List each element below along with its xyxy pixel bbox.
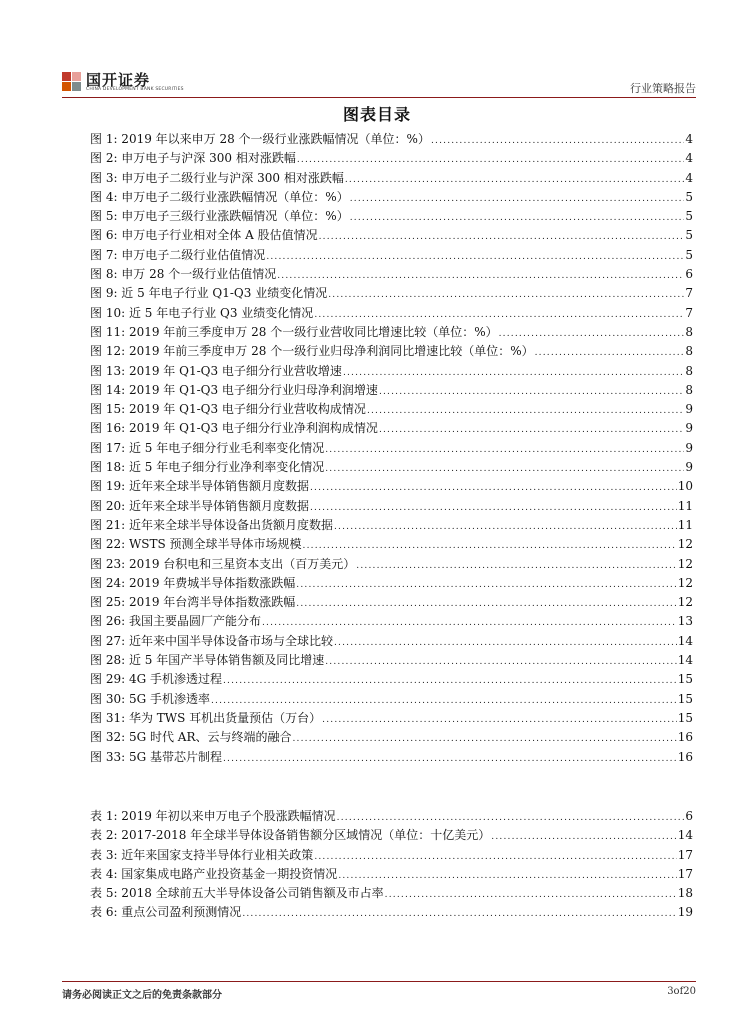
dot-leader (325, 445, 684, 455)
page-number: 3of20 (667, 986, 696, 997)
toc-entry-label: 图 18: 近 5 年电子细分行业净利率变化情况 (90, 460, 325, 475)
toc-entry-page: 16 (677, 730, 693, 745)
toc-entry-page: 14 (677, 633, 693, 648)
toc-entry-page: 9 (685, 440, 693, 455)
toc-entry-label: 图 23: 2019 台积电和三星资本支出（百万美元） (90, 556, 356, 571)
toc-entry[interactable] (90, 149, 693, 168)
toc-entry-label: 图 28: 近 5 年国产半导体销售额及同比增速 (90, 653, 325, 668)
toc-entry-label: 图 2: 申万电子与沪深 300 相对涨跌幅 (90, 151, 296, 166)
dot-leader (242, 909, 676, 919)
toc-entry-page: 14 (677, 653, 693, 668)
toc-entry-page: 5 (685, 247, 693, 262)
dot-leader (337, 813, 685, 823)
toc-entry-label: 表 5: 2018 全球前五大半导体设备公司销售额及市占率 (90, 886, 384, 901)
toc-entry-label: 图 5: 申万电子三级行业涨跌幅情况（单位：%） (90, 209, 349, 224)
toc-entry-page: 15 (677, 672, 693, 687)
toc-entry[interactable] (90, 458, 693, 477)
dot-leader (314, 310, 684, 320)
figure-list (90, 130, 693, 767)
toc-entry-page: 12 (677, 575, 693, 590)
toc-entry-label: 表 2: 2017-2018 年全球半导体设备销售额分区域情况（单位：十亿美元） (90, 828, 491, 843)
toc-entry[interactable] (90, 903, 693, 922)
toc-entry-label: 图 3: 申万电子二级行业与沪深 300 相对涨跌幅 (90, 170, 344, 185)
toc-entry[interactable] (90, 419, 693, 438)
dot-leader (535, 348, 685, 358)
dot-leader (367, 406, 684, 416)
toc-entry[interactable] (90, 477, 693, 496)
toc-entry[interactable] (90, 632, 693, 651)
toc-entry-label: 图 8: 申万 28 个一级行业估值情况 (90, 267, 277, 282)
dot-leader (334, 638, 677, 648)
page-header (62, 66, 696, 96)
toc-entry[interactable] (90, 265, 693, 284)
dot-leader (356, 561, 676, 571)
toc-entry-page: 9 (685, 421, 693, 436)
dot-leader (211, 696, 677, 706)
toc-entry-label: 图 13: 2019 年 Q1-Q3 电子细分行业营收增速 (90, 363, 342, 378)
toc-entry-label: 图 20: 近年来全球半导体销售额月度数据 (90, 498, 309, 513)
toc-entry[interactable] (90, 555, 693, 574)
toc-entry[interactable] (90, 535, 693, 554)
dot-leader (499, 329, 685, 339)
toc-entry-label: 图 22: WSTS 预测全球半导体市场规模 (90, 537, 302, 552)
dot-leader (277, 271, 684, 281)
toc-entry[interactable] (90, 304, 693, 323)
toc-entry[interactable] (90, 381, 693, 400)
toc-entry-page: 13 (677, 614, 693, 629)
toc-entry-label: 图 17: 近 5 年电子细分行业毛利率变化情况 (90, 440, 325, 455)
toc-entry-label: 图 26: 我国主要晶圆厂产能分布 (90, 614, 261, 629)
dot-leader (328, 290, 684, 300)
dot-leader (431, 136, 684, 146)
toc-entry-label: 表 4: 国家集成电路产业投资基金一期投资情况 (90, 866, 338, 881)
toc-entry-label: 图 7: 申万电子二级行业估值情况 (90, 247, 266, 262)
toc-entry-page: 8 (685, 344, 693, 359)
toc-entry-page: 18 (677, 886, 693, 901)
toc-entry-label: 表 1: 2019 年初以来申万电子个股涨跌幅情况 (90, 809, 336, 823)
dot-leader (350, 213, 685, 223)
toc-entry-page: 7 (685, 286, 693, 301)
toc-entry-page: 15 (677, 710, 693, 725)
dot-leader (325, 657, 677, 667)
toc-entry[interactable] (90, 709, 693, 728)
toc-entry[interactable] (90, 651, 693, 670)
toc-entry-label: 图 21: 近年来全球半导体设备出货额月度数据 (90, 517, 333, 532)
toc-entry-page: 17 (677, 866, 693, 881)
header-rule (62, 97, 696, 98)
toc-entry-label: 图 19: 近年来全球半导体销售额月度数据 (90, 479, 309, 494)
logo-subtext: CHINA DEVELOPMENT BANK SECURITIES (86, 87, 184, 92)
dot-leader (385, 890, 677, 900)
toc-entry[interactable] (90, 284, 693, 303)
dot-leader (297, 155, 685, 165)
dot-leader (343, 368, 684, 378)
dot-leader (266, 252, 684, 262)
toc-entry-page: 8 (685, 363, 693, 378)
dot-leader (322, 715, 677, 725)
toc-entry-label: 图 11: 2019 年前三季度申万 28 个一级行业营收同比增速比较（单位：%） (90, 324, 498, 339)
toc-entry-page: 5 (685, 209, 693, 224)
toc-entry-page: 8 (685, 382, 693, 397)
dot-leader (491, 832, 676, 842)
dot-leader (350, 194, 685, 204)
report-type: 行业策略报告 (630, 82, 696, 95)
toc-entry-page: 16 (677, 749, 693, 764)
toc-entry-page: 12 (677, 556, 693, 571)
toc-entry[interactable] (90, 612, 693, 631)
toc-entry-page: 4 (685, 170, 693, 185)
toc-entry-page: 7 (685, 305, 693, 320)
disclaimer: 请务必阅读正文之后的免责条款部分 (62, 990, 222, 1001)
toc-entry[interactable] (90, 323, 693, 342)
toc-entry[interactable] (90, 169, 693, 188)
toc-entry-page: 11 (677, 498, 693, 513)
toc-entry-page: 9 (685, 402, 693, 417)
dot-leader (334, 522, 677, 532)
dot-leader (379, 425, 684, 435)
toc-entry-page: 17 (677, 847, 693, 862)
toc-entry[interactable] (90, 593, 693, 612)
dot-leader (223, 676, 677, 686)
toc-entry-label: 图 29: 4G 手机渗透过程 (90, 672, 222, 687)
toc-entry[interactable] (90, 439, 693, 458)
toc-entry-label: 图 9: 近 5 年电子行业 Q1-Q3 业绩变化情况 (90, 286, 328, 301)
toc-entry[interactable] (90, 130, 693, 149)
toc-entry[interactable] (90, 207, 693, 226)
toc-entry-label: 图 10: 近 5 年电子行业 Q3 业绩变化情况 (90, 305, 314, 320)
toc-entry-label: 图 1: 2019 年以来申万 28 个一级行业涨跌幅情况（单位：%） (90, 132, 430, 146)
toc-entry-label: 图 14: 2019 年 Q1-Q3 电子细分行业归母净利润增速 (90, 382, 378, 397)
dot-leader (345, 175, 685, 185)
toc-entry[interactable] (90, 728, 693, 747)
toc-entry-page: 19 (677, 905, 693, 920)
toc-entry-page: 15 (677, 691, 693, 706)
dot-leader (379, 387, 684, 397)
toc-entry-label: 表 6: 重点公司盈利预测情况 (90, 905, 242, 920)
toc-entry-label: 图 25: 2019 年台湾半导体指数涨跌幅 (90, 595, 296, 610)
logo-icon (62, 72, 81, 91)
toc-entry-label: 图 16: 2019 年 Q1-Q3 电子细分行业净利润构成情况 (90, 421, 378, 436)
toc-entry-page: 14 (677, 828, 693, 843)
dot-leader (293, 734, 677, 744)
toc-entry-label: 图 12: 2019 年前三季度申万 28 个一级行业归母净利润同比增速比较（单位：%） (90, 344, 534, 359)
toc-entry[interactable] (90, 246, 693, 265)
toc-entry-page: 12 (677, 537, 693, 552)
logo-text: 国开证券 (86, 71, 151, 89)
toc-entry-page: 6 (685, 267, 693, 282)
toc-entry[interactable] (90, 188, 693, 207)
table-list (90, 807, 693, 923)
toc-entry[interactable] (90, 826, 693, 845)
toc-entry[interactable] (90, 748, 693, 767)
toc-entry-page: 11 (677, 517, 693, 532)
toc-entry-label: 图 6: 申万电子行业相对全体 A 股估值情况 (90, 228, 318, 243)
dot-leader (325, 464, 684, 474)
dot-leader (314, 852, 676, 862)
toc-entry-label: 图 31: 华为 TWS 耳机出货量预估（万台） (90, 710, 322, 725)
dot-leader (296, 580, 676, 590)
toc-entry[interactable] (90, 342, 693, 361)
toc-entry-page: 12 (677, 595, 693, 610)
toc-entry[interactable] (90, 884, 693, 903)
toc-entry-page: 9 (685, 460, 693, 475)
toc-entry[interactable] (90, 400, 693, 419)
dot-leader (262, 618, 677, 628)
toc-entry[interactable] (90, 670, 693, 689)
toc-entry-label: 图 30: 5G 手机渗透率 (90, 691, 210, 706)
toc-entry-page: 10 (677, 479, 693, 494)
toc-entry-page: 4 (685, 151, 693, 166)
toc-entry-page: 5 (685, 228, 693, 243)
dot-leader (310, 503, 677, 513)
toc-entry[interactable] (90, 226, 693, 245)
toc-entry-page: 6 (685, 809, 693, 823)
dot-leader (338, 871, 676, 881)
toc-entry-label: 图 24: 2019 年费城半导体指数涨跌幅 (90, 575, 296, 590)
footer-rule (62, 981, 696, 982)
toc-entry-page: 5 (685, 189, 693, 204)
toc-entry[interactable] (90, 497, 693, 516)
toc-entry-label: 图 27: 近年来中国半导体设备市场与全球比较 (90, 633, 333, 648)
toc-entry[interactable] (90, 865, 693, 884)
toc-entry-label: 图 4: 申万电子二级行业涨跌幅情况（单位：%） (90, 189, 349, 204)
dot-leader (223, 754, 677, 764)
toc-entry[interactable] (90, 516, 693, 535)
toc-entry[interactable] (90, 846, 693, 865)
toc-entry-page: 8 (685, 324, 693, 339)
toc-entry[interactable] (90, 574, 693, 593)
dot-leader (296, 599, 676, 609)
toc-entry[interactable] (90, 362, 693, 381)
toc-entry[interactable] (90, 690, 693, 709)
toc-entry-label: 图 15: 2019 年 Q1-Q3 电子细分行业营收构成情况 (90, 402, 366, 417)
toc-entry[interactable] (90, 807, 693, 826)
dot-leader (319, 232, 685, 242)
toc-entry-label: 图 33: 5G 基带芯片制程 (90, 749, 222, 764)
toc-entry-label: 表 3: 近年来国家支持半导体行业相关政策 (90, 847, 314, 862)
dot-leader (303, 541, 677, 551)
page-title: 图表目录 (342, 105, 411, 124)
toc-entry-page: 4 (685, 132, 693, 146)
dot-leader (310, 483, 677, 493)
toc-entry-label: 图 32: 5G 时代 AR、云与终端的融合 (90, 730, 292, 745)
